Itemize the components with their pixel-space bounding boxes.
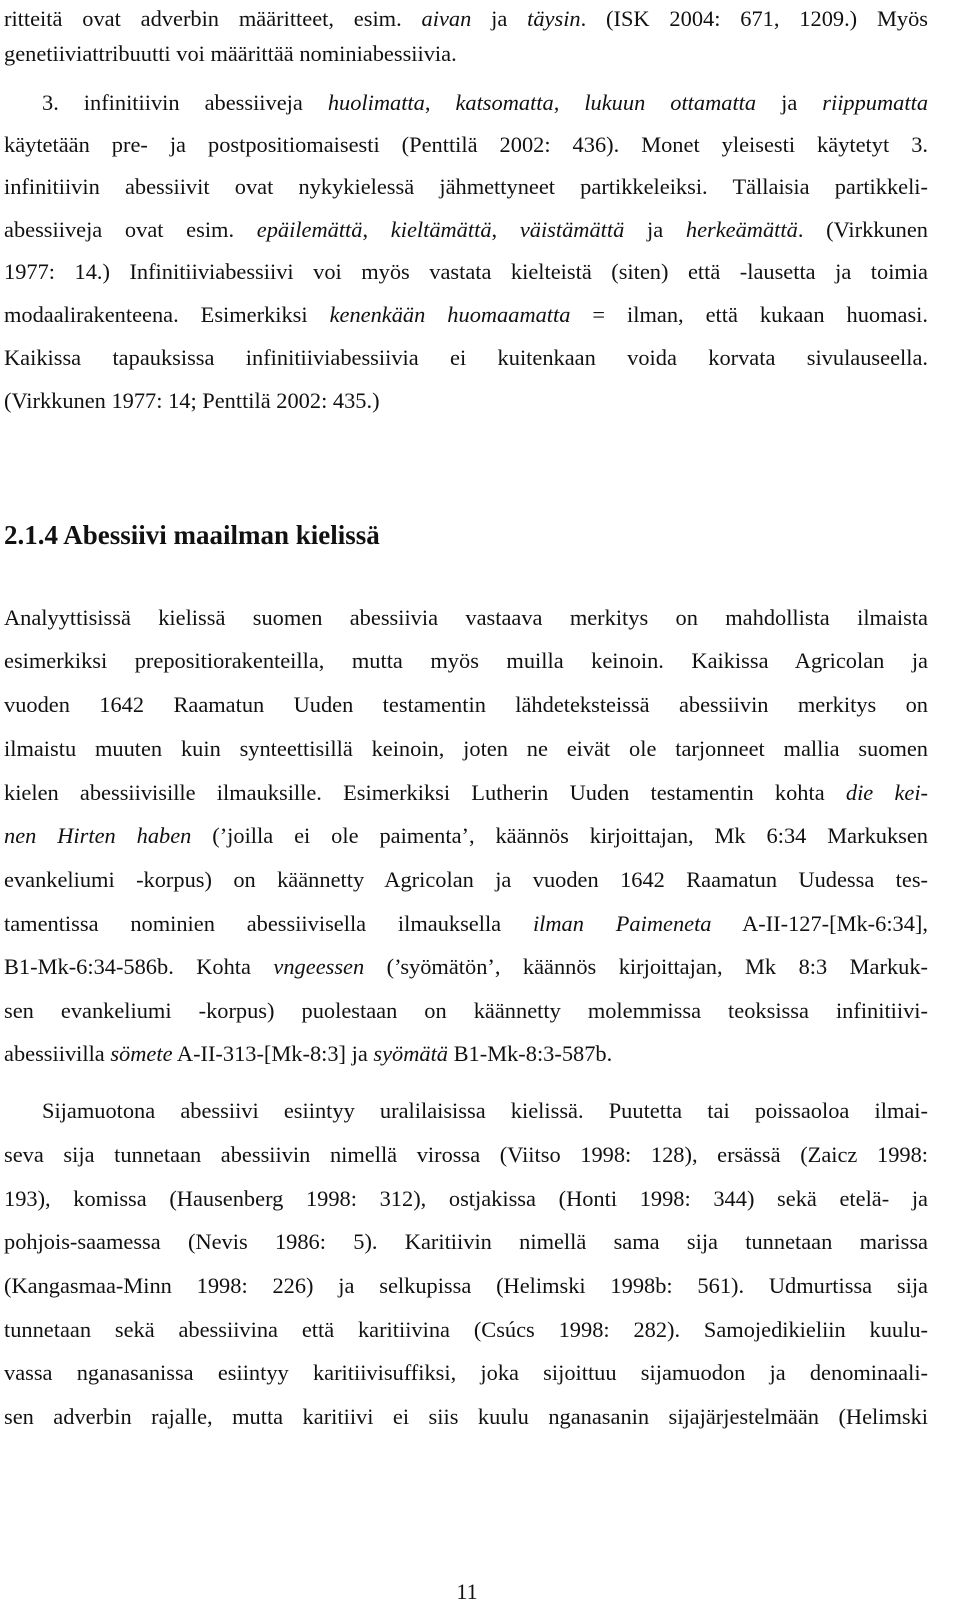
text-line: nen Hirten haben (’joilla ei ole paimenta’, käännös kirjoittajan, Mk 6:34 Markuksen	[4, 823, 929, 848]
text-line: Kaikissa tapauksissa infinitiiviabessiivia ei kuitenkaan voida korvata sivulauseella.	[4, 345, 928, 370]
text-line: tunnetaan sekä abessiivina että karitiivina (Csúcs 1998: 282). Samojedikieliin kuulu-	[4, 1317, 928, 1342]
text-line: abessiivilla sömete A-II-313-[Mk-8:3] ja syömätä B1-Mk-8:3-587b.	[4, 1041, 613, 1066]
text-line: 1977: 14.) Infinitiiviabessiivi voi myös vastata kielteistä (siten) että -lausetta ja toimia	[4, 259, 928, 284]
section-heading: 2.1.4 Abessiivi maailman kielissä	[4, 520, 380, 550]
text-line: modaalirakenteena. Esimerkiksi kenenkään huomaamatta = ilman, että kukaan huomasi.	[4, 302, 928, 327]
text-line: 3. infinitiivin abessiiveja huolimatta, katsomatta, lukuun ottamatta ja riippumatta	[42, 90, 929, 115]
text-line: ilmaistu muuten kuin synteettisillä keinoin, joten ne eivät ole tarjonneet mallia suomen	[4, 736, 928, 761]
text-line: (Virkkunen 1977: 14; Penttilä 2002: 435.)	[4, 388, 380, 413]
text-line: sen evankeliumi -korpus) puolestaan on käännetty molemmissa teoksissa infinitiivi-	[4, 998, 928, 1023]
text-line: tamentissa nominien abessiivisella ilmauksella ilman Paimeneta A-II-127-[Mk-6:34],	[4, 911, 928, 936]
text-line: B1-Mk-6:34-586b. Kohta vngeessen (’syömätön’, käännös kirjoittajan, Mk 8:3 Markuk-	[4, 954, 928, 979]
text-line: esimerkiksi prepositiorakenteilla, mutta myös muilla keinoin. Kaikissa Agricolan ja	[4, 648, 928, 673]
page-number: 11	[456, 1579, 478, 1604]
text-line: kielen abessiivisille ilmauksille. Esimerkiksi Lutherin Uuden testamentin kohta die kei-	[4, 780, 928, 805]
text-line: Sijamuotona abessiivi esiintyy uralilaisissa kielissä. Puutetta tai poissaoloa ilmai-	[42, 1098, 928, 1123]
text-line: Analyyttisissä kielissä suomen abessiivia vastaava merkitys on mahdollista ilmaista	[4, 605, 928, 630]
text-line: vuoden 1642 Raamatun Uuden testamentin lähdeteksteissä abessiivin merkitys on	[4, 692, 928, 717]
text-line: (Kangasmaa-Minn 1998: 226) ja selkupissa (Helimski 1998b: 561). Udmurtissa sija	[4, 1273, 928, 1298]
text-line: seva sija tunnetaan abessiivin nimellä virossa (Viitso 1998: 128), ersässä (Zaicz 1998:	[4, 1142, 928, 1167]
text-line: abessiiveja ovat esim. epäilemättä, kieltämättä, väistämättä ja herkeämättä. (Virkkunen	[4, 217, 928, 242]
text-line: genetiiviattribuutti voi määrittää nominiabessiivia.	[4, 41, 457, 66]
text-line: ritteitä ovat adverbin määritteet, esim. aivan ja täysin. (ISK 2004: 671, 1209.) Myös	[4, 6, 928, 31]
text-line: 193), komissa (Hausenberg 1998: 312), ostjakissa (Honti 1998: 344) sekä etelä- ja	[4, 1186, 928, 1211]
text-line: pohjois-saamessa (Nevis 1986: 5). Karitiivin nimellä sama sija tunnetaan marissa	[4, 1229, 928, 1254]
text-line: evankeliumi -korpus) on käännetty Agricolan ja vuoden 1642 Raamatun Uudessa tes-	[4, 867, 928, 892]
text-line: käytetään pre- ja postpositiomaisesti (Penttilä 2002: 436). Monet yleisesti käytetyt 3.	[4, 132, 928, 157]
text-line: infinitiivin abessiivit ovat nykykielessä jähmettyneet partikkeleiksi. Tällaisia partikkeli-	[4, 174, 928, 199]
text-line: vassa nganasanissa esiintyy karitiivisuffiksi, joka sijoittuu sijamuodon ja denominaali-	[4, 1360, 928, 1385]
text-line: sen adverbin rajalle, mutta karitiivi ei siis kuulu nganasanin sijajärjestelmään (Helimski	[4, 1404, 928, 1429]
